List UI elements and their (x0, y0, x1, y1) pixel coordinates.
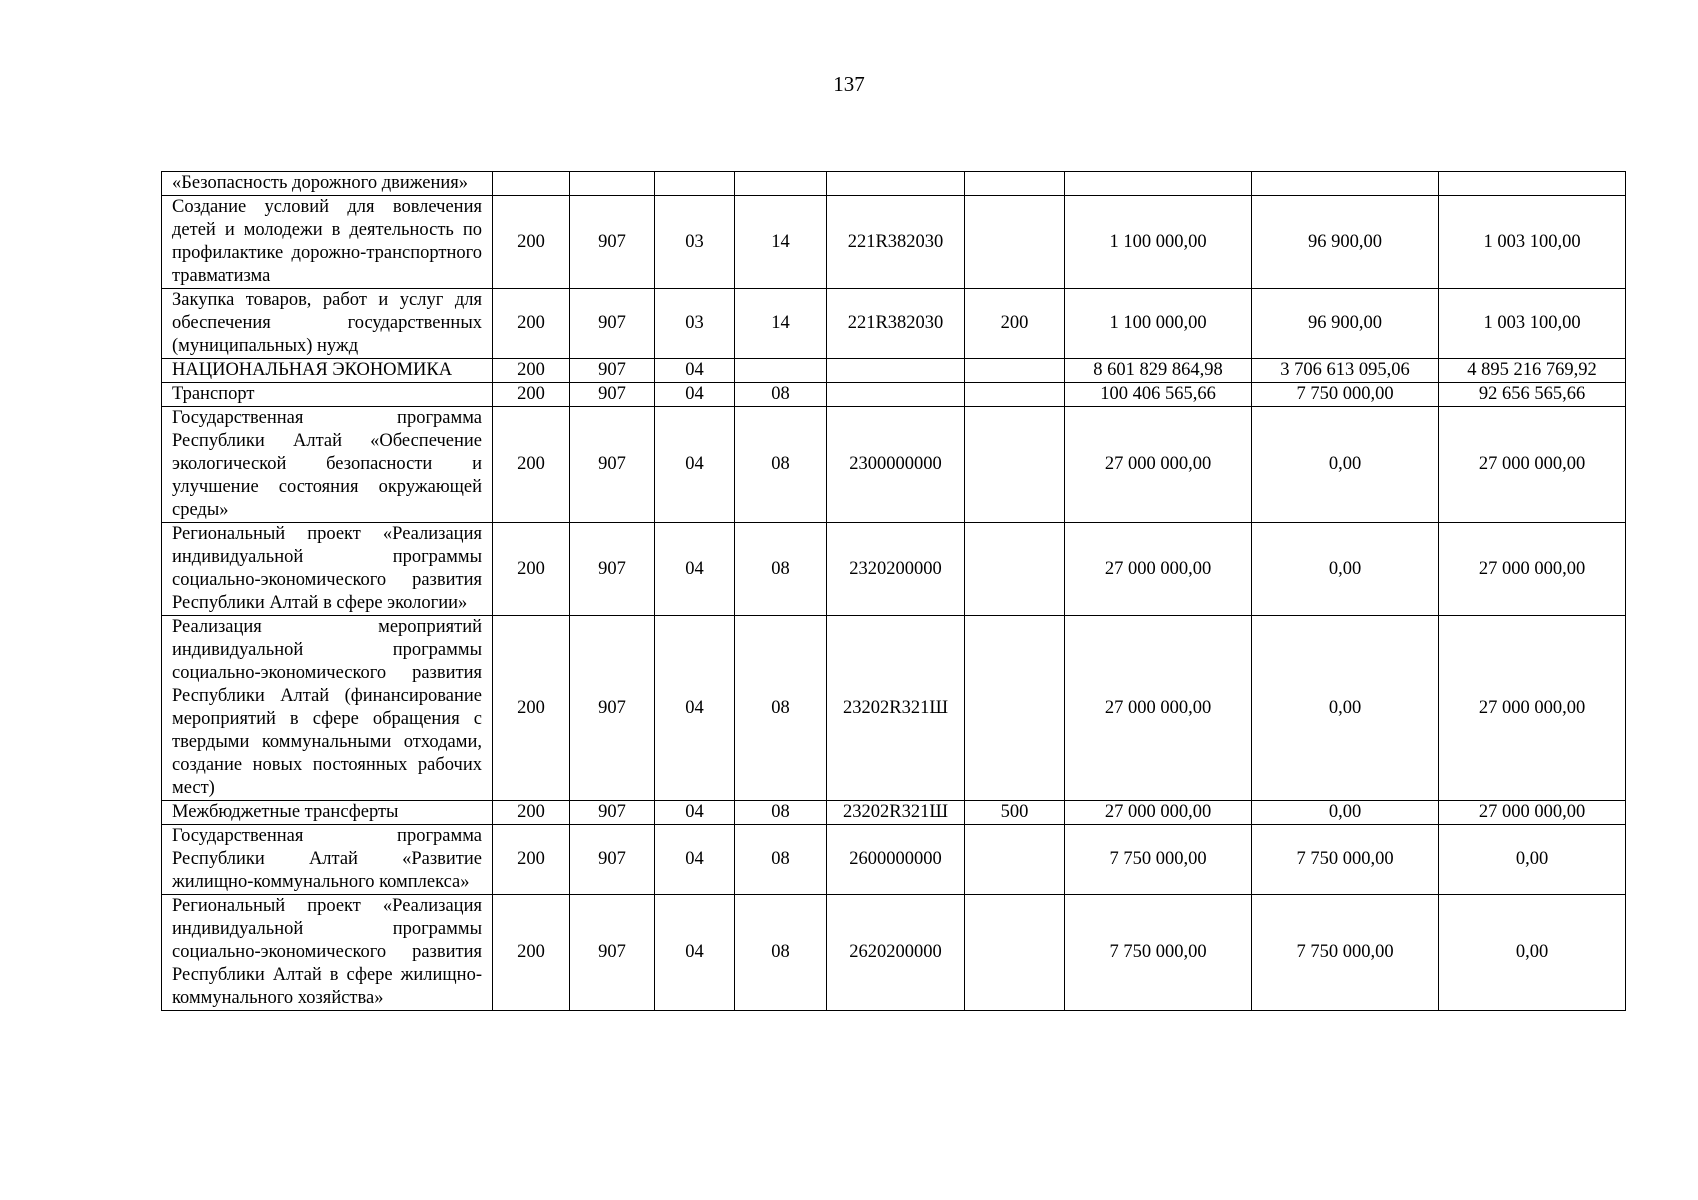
row-name-cell: НАЦИОНАЛЬНАЯ ЭКОНОМИКА (162, 359, 493, 383)
federal-amount-cell: 96 900,00 (1252, 289, 1439, 359)
regional-amount-cell: 1 003 100,00 (1439, 289, 1626, 359)
expense-type-cell (965, 383, 1065, 407)
row-name-cell: Межбюджетные трансферты (162, 801, 493, 825)
total-amount-cell: 100 406 565,66 (1065, 383, 1252, 407)
table-row (162, 825, 1626, 895)
table-row (162, 172, 1626, 196)
section-cell: 04 (655, 801, 735, 825)
section-cell: 04 (655, 523, 735, 616)
total-amount-cell: 27 000 000,00 (1065, 801, 1252, 825)
subsection-cell: 08 (735, 895, 827, 1011)
federal-amount-cell: 7 750 000,00 (1252, 383, 1439, 407)
ministry-code-cell: 907 (570, 383, 655, 407)
admin-code-cell: 200 (493, 196, 570, 289)
table-row (162, 895, 1626, 1011)
subsection-cell: 08 (735, 801, 827, 825)
regional-amount-cell: 92 656 565,66 (1439, 383, 1626, 407)
regional-amount-cell: 27 000 000,00 (1439, 523, 1626, 616)
ministry-code-cell: 907 (570, 616, 655, 801)
subsection-cell (735, 172, 827, 196)
subsection-cell: 08 (735, 383, 827, 407)
regional-amount-cell: 27 000 000,00 (1439, 407, 1626, 523)
section-cell: 04 (655, 825, 735, 895)
federal-amount-cell: 7 750 000,00 (1252, 825, 1439, 895)
federal-amount-cell (1252, 172, 1439, 196)
target-article-cell: 221R382030 (827, 196, 965, 289)
expense-type-cell (965, 895, 1065, 1011)
table-row (162, 616, 1626, 801)
ministry-code-cell (570, 172, 655, 196)
admin-code-cell: 200 (493, 825, 570, 895)
target-article-cell: 2600000000 (827, 825, 965, 895)
expense-type-cell (965, 523, 1065, 616)
regional-amount-cell: 27 000 000,00 (1439, 616, 1626, 801)
expense-type-cell (965, 407, 1065, 523)
admin-code-cell: 200 (493, 407, 570, 523)
table-row (162, 407, 1626, 523)
expense-type-cell (965, 196, 1065, 289)
expense-type-cell (965, 172, 1065, 196)
ministry-code-cell: 907 (570, 359, 655, 383)
target-article-cell (827, 383, 965, 407)
admin-code-cell: 200 (493, 895, 570, 1011)
target-article-cell (827, 172, 965, 196)
subsection-cell: 08 (735, 523, 827, 616)
section-cell: 04 (655, 407, 735, 523)
row-name-cell: Государственная программа Республики Алтай «Развитие жилищно-коммунального комплекса» (162, 825, 493, 895)
total-amount-cell: 7 750 000,00 (1065, 825, 1252, 895)
admin-code-cell: 200 (493, 359, 570, 383)
expense-type-cell (965, 359, 1065, 383)
section-cell: 04 (655, 383, 735, 407)
section-cell: 03 (655, 289, 735, 359)
regional-amount-cell: 27 000 000,00 (1439, 801, 1626, 825)
total-amount-cell (1065, 172, 1252, 196)
admin-code-cell: 200 (493, 289, 570, 359)
section-cell: 04 (655, 616, 735, 801)
federal-amount-cell: 0,00 (1252, 616, 1439, 801)
ministry-code-cell: 907 (570, 895, 655, 1011)
total-amount-cell: 27 000 000,00 (1065, 407, 1252, 523)
regional-amount-cell: 0,00 (1439, 825, 1626, 895)
section-cell: 03 (655, 196, 735, 289)
regional-amount-cell: 1 003 100,00 (1439, 196, 1626, 289)
target-article-cell: 23202R321Ш (827, 801, 965, 825)
subsection-cell: 08 (735, 825, 827, 895)
table-row (162, 359, 1626, 383)
table-row (162, 801, 1626, 825)
target-article-cell: 2320200000 (827, 523, 965, 616)
target-article-cell: 23202R321Ш (827, 616, 965, 801)
target-article-cell: 2300000000 (827, 407, 965, 523)
regional-amount-cell: 0,00 (1439, 895, 1626, 1011)
subsection-cell (735, 359, 827, 383)
expense-type-cell: 200 (965, 289, 1065, 359)
ministry-code-cell: 907 (570, 523, 655, 616)
row-name-cell: Создание условий для вовлечения детей и молодежи в деятельность по профилактике дорожно-транспортного травматизма (162, 196, 493, 289)
total-amount-cell: 7 750 000,00 (1065, 895, 1252, 1011)
federal-amount-cell: 0,00 (1252, 801, 1439, 825)
admin-code-cell: 200 (493, 523, 570, 616)
section-cell: 04 (655, 895, 735, 1011)
budget-table (161, 171, 1626, 1011)
admin-code-cell: 200 (493, 801, 570, 825)
row-name-cell: Региональный проект «Реализация индивидуальной программы социально-экономического развития Республики Алтай в сфере экологии» (162, 523, 493, 616)
expense-type-cell: 500 (965, 801, 1065, 825)
federal-amount-cell: 96 900,00 (1252, 196, 1439, 289)
subsection-cell: 14 (735, 196, 827, 289)
target-article-cell (827, 359, 965, 383)
page-number: 137 (833, 72, 865, 96)
ministry-code-cell: 907 (570, 196, 655, 289)
row-name-cell: Транспорт (162, 383, 493, 407)
ministry-code-cell: 907 (570, 825, 655, 895)
section-cell: 04 (655, 359, 735, 383)
expense-type-cell (965, 616, 1065, 801)
admin-code-cell (493, 172, 570, 196)
total-amount-cell: 1 100 000,00 (1065, 289, 1252, 359)
regional-amount-cell: 4 895 216 769,92 (1439, 359, 1626, 383)
admin-code-cell: 200 (493, 383, 570, 407)
row-name-cell: Реализация мероприятий индивидуальной программы социально-экономического развития Республики Алтай (финансирование мероприятий в сфере обращения с твердыми коммунальными отходами, создание новых постоянных рабочих мест) (162, 616, 493, 801)
target-article-cell: 2620200000 (827, 895, 965, 1011)
federal-amount-cell: 7 750 000,00 (1252, 895, 1439, 1011)
target-article-cell: 221R382030 (827, 289, 965, 359)
federal-amount-cell: 0,00 (1252, 523, 1439, 616)
table-row (162, 523, 1626, 616)
total-amount-cell: 27 000 000,00 (1065, 523, 1252, 616)
row-name-cell: Государственная программа Республики Алтай «Обеспечение экологической безопасности и улучшение состояния окружающей среды» (162, 407, 493, 523)
ministry-code-cell: 907 (570, 289, 655, 359)
table-row (162, 289, 1626, 359)
total-amount-cell: 1 100 000,00 (1065, 196, 1252, 289)
row-name-cell: «Безопасность дорожного движения» (162, 172, 493, 196)
admin-code-cell: 200 (493, 616, 570, 801)
table-row (162, 383, 1626, 407)
total-amount-cell: 27 000 000,00 (1065, 616, 1252, 801)
ministry-code-cell: 907 (570, 407, 655, 523)
federal-amount-cell: 3 706 613 095,06 (1252, 359, 1439, 383)
subsection-cell: 14 (735, 289, 827, 359)
expense-type-cell (965, 825, 1065, 895)
ministry-code-cell: 907 (570, 801, 655, 825)
subsection-cell: 08 (735, 616, 827, 801)
subsection-cell: 08 (735, 407, 827, 523)
total-amount-cell: 8 601 829 864,98 (1065, 359, 1252, 383)
row-name-cell: Закупка товаров, работ и услуг для обеспечения государственных (муниципальных) нужд (162, 289, 493, 359)
table-row (162, 196, 1626, 289)
federal-amount-cell: 0,00 (1252, 407, 1439, 523)
regional-amount-cell (1439, 172, 1626, 196)
section-cell (655, 172, 735, 196)
row-name-cell: Региональный проект «Реализация индивидуальной программы социально-экономического развития Республики Алтай в сфере жилищно-коммунального хозяйства» (162, 895, 493, 1011)
